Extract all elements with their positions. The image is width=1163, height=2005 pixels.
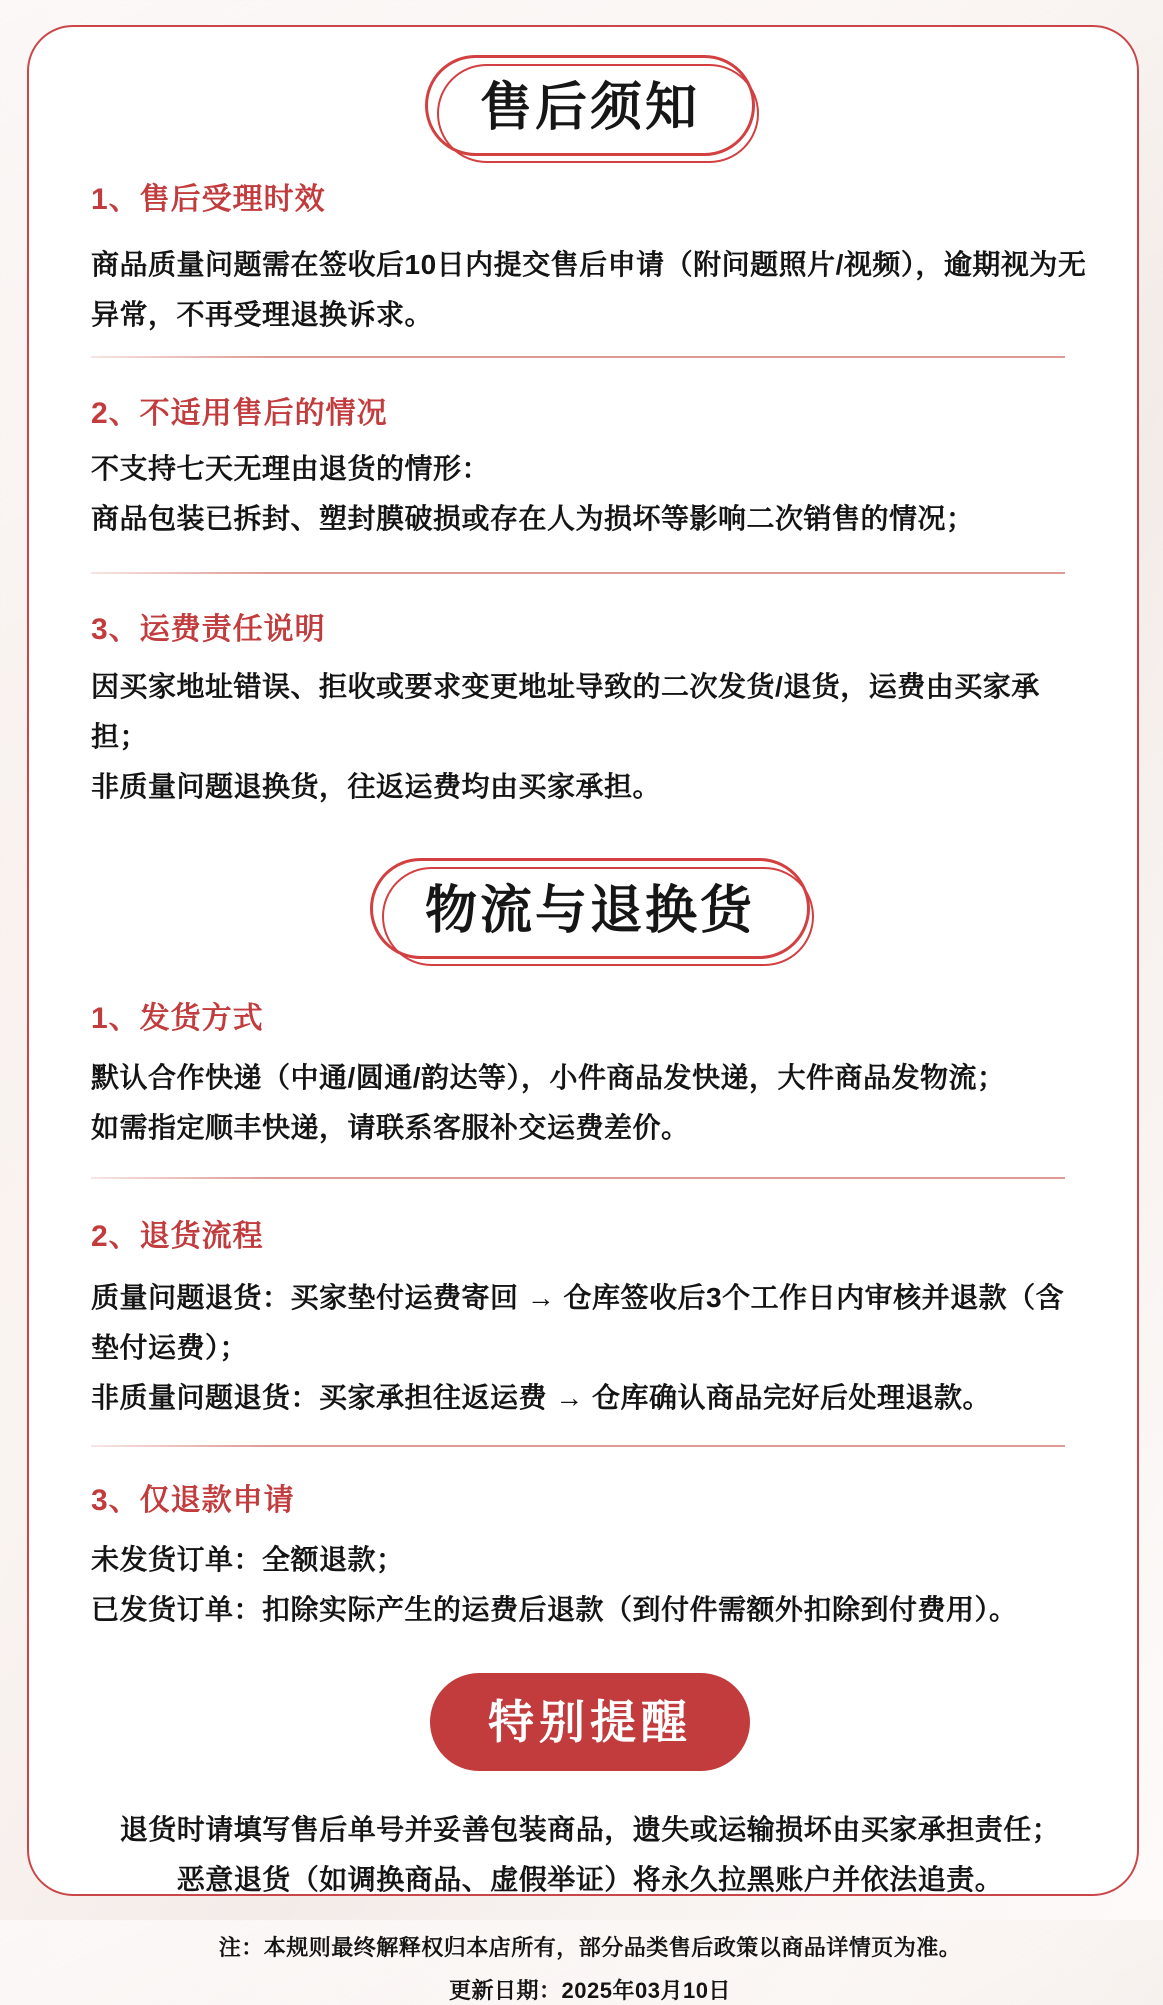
logistics-title-wrap xyxy=(91,858,1089,959)
section-text-line: 商品质量问题需在签收后10日内提交售后申请（附问题照片/视频），逾期视为无异常，不再受理退换诉求。 xyxy=(91,249,1087,330)
aftersales-title-pill xyxy=(425,55,755,156)
aftersales-section-1-heading: 1、售后受理时效 xyxy=(91,183,326,216)
aftersales-section-2-heading: 2、不适用售后的情况 xyxy=(91,397,388,430)
section-text-line: 默认合作快递（中通/圆通/韵达等），小件商品发快递，大件商品发物流； xyxy=(91,1062,1006,1093)
reminder-line: 退货时请填写售后单号并妥善包装商品，遗失或运输损坏由买家承担责任； xyxy=(119,1814,1061,1845)
footer-update-date: 更新日期：2025年03月10日 xyxy=(449,1978,731,2003)
section-text-line: 不支持七天无理由退货的情形： xyxy=(91,453,491,484)
aftersales-section-3-body xyxy=(91,662,1089,812)
section-text-line: 商品包装已拆封、塑封膜破损或存在人为损坏等影响二次销售的情况； xyxy=(91,503,975,534)
page-background xyxy=(0,25,1163,2003)
aftersales-section-3-heading: 3、运费责任说明 xyxy=(91,613,326,646)
special-reminder-wrap xyxy=(91,1673,1089,1771)
logistics-section-3-body xyxy=(91,1535,1089,1635)
reminder-line: 恶意退货（如调换商品、虚假举证）将永久拉黑账户并依法追责。 xyxy=(176,1864,1004,1895)
logistics-section-2-body xyxy=(91,1273,1089,1423)
policy-card xyxy=(27,25,1139,2003)
aftersales-title-wrap xyxy=(91,55,1089,156)
footer-note: 注：本规则最终解释权归本店所有，部分品类售后政策以商品详情页为准。 xyxy=(218,1935,962,1960)
section-text-line: 如需指定顺丰快递，请联系客服补交运费差价。 xyxy=(91,1112,690,1143)
section-text-line: 非质量问题退货：买家承担往返运费 → 仓库确认商品完好后处理退款。 xyxy=(91,1382,992,1413)
logistics-title-text: 物流与退换货 xyxy=(424,882,755,940)
section-text-line: 未发货订单：全额退款； xyxy=(91,1544,405,1575)
logistics-section-2-heading: 2、退货流程 xyxy=(91,1220,264,1253)
logistics-section-3-heading: 3、仅退款申请 xyxy=(91,1484,295,1517)
section-divider xyxy=(91,356,1065,358)
aftersales-title-text: 售后须知 xyxy=(479,79,700,137)
logistics-title-pill xyxy=(370,858,810,959)
special-reminder-banner xyxy=(430,1673,750,1771)
section-text-line: 因买家地址错误、拒收或要求变更地址导致的二次发货/退货，运费由买家承担； xyxy=(91,671,1040,752)
special-reminder-text: 特别提醒 xyxy=(488,1696,692,1748)
aftersales-section-1-body xyxy=(91,240,1089,340)
section-text-line: 非质量问题退换货，往返运费均由买家承担。 xyxy=(91,771,662,802)
logistics-section-1-body xyxy=(91,1053,1089,1153)
section-divider xyxy=(91,1445,1065,1447)
section-divider xyxy=(91,572,1065,574)
section-divider xyxy=(91,1177,1065,1179)
section-text-line: 质量问题退货：买家垫付运费寄回 → 仓库签收后3个工作日内审核并退款（含垫付运费）； xyxy=(91,1282,1065,1363)
aftersales-section-2-body xyxy=(91,444,1089,544)
reminder-body xyxy=(91,1805,1089,1905)
logistics-section-1-heading: 1、发货方式 xyxy=(91,1002,264,1035)
section-text-line: 已发货订单：扣除实际产生的运费后退款（到付件需额外扣除到付费用）。 xyxy=(91,1594,1018,1625)
